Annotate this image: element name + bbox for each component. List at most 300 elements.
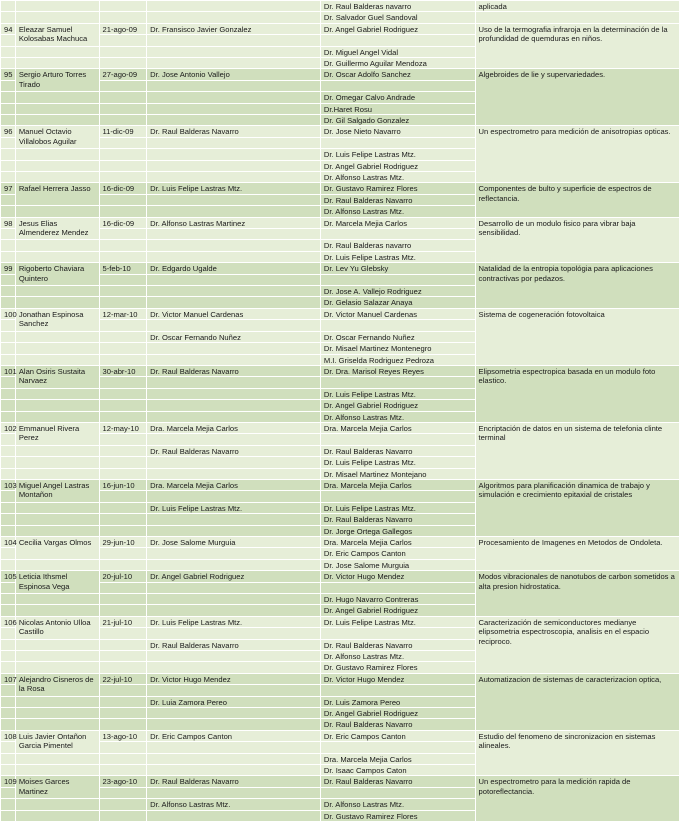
thesis-title-cell: Estudio del fenomeno de sincronizacion en sistemas alineales. [475,730,679,776]
thesis-title-cell: Desarrollo de un modulo fisico para vibrar baja sensibilidad. [475,217,679,263]
date-cell: 30-abr-10 [99,365,147,376]
advisor-cell: Dr. Alfonso Lastras Mtz. [147,799,321,810]
advisor-cell [147,742,321,753]
jury-member-cell: Dra. Marcela Mejia Carlos [320,753,475,764]
jury-member-cell: Dr. Guillermo Aguilar Mendoza [320,58,475,69]
date-cell [99,103,147,114]
entry-number-cell [1,240,16,251]
date-cell [99,753,147,764]
table-row [1,422,680,433]
date-cell: 29-jun-10 [99,536,147,547]
advisor-cell [147,468,321,479]
advisor-cell: Dr. Edgardo Ugalde [147,263,321,274]
jury-member-cell [320,628,475,639]
number-cell [1,1,16,12]
student-name-cell [15,354,99,365]
thesis-title-cell: Natalidad de la entropia topológia para aplicaciones contractivas por pedazos. [475,263,679,309]
jury-member-cell: Dr. Luis Felipe Lastras Mtz. [320,388,475,399]
entry-number-cell [1,206,16,217]
advisor-cell: Dra. Marcela Mejia Carlos [147,422,321,433]
entry-number-cell [1,559,16,570]
entry-number-cell: 109 [1,776,16,787]
student-name-cell [15,343,99,354]
advisor-cell [147,229,321,240]
jury-member-cell: Dr. Hugo Navarro Contreras [320,593,475,604]
student-name-cell [15,765,99,776]
table-row [1,571,680,582]
jury-member-cell: Dr. Gustavo Ramirez Flores [320,662,475,673]
entry-number-cell [1,628,16,639]
thesis-title-cell: Algebroides de lie y supervariedades. [475,69,679,126]
table-row [1,263,680,274]
advisor-cell [147,753,321,764]
jury-member-cell: Dr. Marcela Mejia Carlos [320,217,475,228]
entry-number-cell [1,799,16,810]
date-cell [99,172,147,183]
jury-member-cell: Dr. Raul Balderas Navarro [320,445,475,456]
jury-member-cell: Dr. Gustavo Ramirez Flores [320,810,475,821]
advisor-cell: Dr. Luia Zamora Pereo [147,696,321,707]
date-cell [99,1,147,12]
advisor-cell: Dr. Jose Salome Murguia [147,536,321,547]
student-name-cell [15,251,99,262]
jury-member-cell: Dr. Raul Balderas Navarro [320,194,475,205]
entry-number-cell: 106 [1,616,16,627]
entry-number-cell [1,605,16,616]
jury-member-cell: Dr. Raul Balderas Navarro [320,639,475,650]
entry-number-cell [1,354,16,365]
date-cell [99,46,147,57]
entry-number-cell [1,160,16,171]
student-name-cell [15,46,99,57]
jury-member-cell: Dr. Angel Gabriel Rodriguez [320,708,475,719]
jury-member-cell: Dr. Oscar Adolfo Sanchez [320,69,475,80]
jury-member-cell: Dr. Jose Salome Murguia [320,559,475,570]
date-cell [99,525,147,536]
thesis-table-body [1,1,680,822]
student-name-cell [15,149,99,160]
date-cell [99,434,147,445]
student-name-cell [15,1,99,12]
entry-number-cell: 103 [1,479,16,490]
entry-number-cell: 104 [1,536,16,547]
jury-member-cell: Dr. Alfonso Lastras Mtz. [320,206,475,217]
jury-member-cell: M.I. Griselda Rodriguez Pedroza [320,354,475,365]
jury-member-cell: Dr. Eric Campos Canton [320,730,475,741]
advisor-cell [147,548,321,559]
entry-number-cell [1,320,16,331]
table-row [1,1,680,12]
thesis-title-cell: Caracterización de semiconductores medianye elipsometria espectroscopia, analisis en el espacio reciproco. [475,616,679,673]
date-cell [99,457,147,468]
date-cell [99,354,147,365]
jury-member-cell: Dr. Raul Balderas navarro [320,1,475,12]
student-name-cell [15,696,99,707]
student-name-cell [15,708,99,719]
jury-member-cell: Dr. Raul Balderas Navarro [320,776,475,787]
date-cell [99,377,147,388]
jury-member-cell: Dr. Gelasio Salazar Anaya [320,297,475,308]
table-row [1,365,680,376]
jury-member-cell: Dr. Raul Balderas Navarro [320,719,475,730]
student-name-cell [15,799,99,810]
jury-member-cell [320,491,475,502]
student-name-cell [15,58,99,69]
thesis-title-cell: Algoritmos para planificación dinamica de trabajo y simulación e crecimiento epitaxial de cristales [475,479,679,536]
student-name-cell [15,605,99,616]
table-row [1,12,680,23]
date-cell [99,639,147,650]
date-cell [99,80,147,91]
thesis-title-cell: Componentes de bulto y superficie de espectros de reflectancia. [475,183,679,217]
student-name-cell [15,468,99,479]
advisor-cell [147,194,321,205]
entry-number-cell: 105 [1,571,16,582]
entry-number-cell: 98 [1,217,16,228]
advisor-cell [147,787,321,798]
entry-number-cell: 107 [1,673,16,684]
date-cell: 27-ago-09 [99,69,147,80]
student-name-cell: Miguel Angel Lastras Montañon [15,479,99,502]
date-cell [99,115,147,126]
advisor-cell [147,765,321,776]
date-cell [99,559,147,570]
advisor-cell [147,115,321,126]
date-cell [99,650,147,661]
jury-member-cell: Dr. Lev Yu Glebsky [320,263,475,274]
entry-number-cell [1,286,16,297]
jury-member-cell: Dr. Alfonso Lastras Mtz. [320,172,475,183]
thesis-title-cell: Uso de la termografia infraroja en la determinación de la profundidad de quemduras en niños. [475,23,679,69]
jury-member-cell: Dr. Luis Felipe Lastras Mtz. [320,149,475,160]
jury-member-cell: Dr. Luis Felipe Lastras Mtz. [320,502,475,513]
advisor-cell: Dr. Angel Gabriel Rodriguez [147,571,321,582]
student-name-cell [15,297,99,308]
advisor-cell [147,719,321,730]
entry-number-cell [1,491,16,502]
advisor-cell [147,605,321,616]
entry-number-cell: 102 [1,422,16,433]
entry-number-cell [1,434,16,445]
advisor-cell [147,92,321,103]
entry-number-cell [1,639,16,650]
entry-number-cell [1,58,16,69]
date-cell [99,343,147,354]
advisor-cell: Dr. Raul Balderas Navarro [147,639,321,650]
jury-member-cell [320,685,475,696]
advisor-cell: Dr. Luis Felipe Lastras Mtz. [147,183,321,194]
date-cell [99,160,147,171]
jury-member-cell: Dr. Omegar Calvo Andrade [320,92,475,103]
entry-number-cell: 96 [1,126,16,137]
student-name-cell [15,810,99,821]
advisor-cell [147,354,321,365]
entry-number-cell [1,388,16,399]
student-name-cell [15,92,99,103]
table-row [1,217,680,228]
student-name-cell: Moises Garces Martinez [15,776,99,799]
thesis-title-cell: Un espectrometro para la medición rapida de potoreflectancia. [475,776,679,822]
date-cell: 5-feb-10 [99,263,147,274]
advisor-cell: Dr. Raul Balderas Navarro [147,776,321,787]
advisor-cell [147,628,321,639]
jury-member-cell [320,229,475,240]
advisor-cell [147,80,321,91]
student-name-cell: Alejandro Cisneros de la Rosa [15,673,99,696]
entry-number-cell [1,514,16,525]
advisor-cell [147,411,321,422]
entry-number-cell: 94 [1,23,16,34]
table-row [1,308,680,319]
jury-member-cell [320,274,475,285]
entry-number-cell [1,548,16,559]
advisor-cell: Dr. Jose Antonio Vallejo [147,69,321,80]
entry-number-cell [1,194,16,205]
advisor-cell [147,650,321,661]
entry-number-cell [1,103,16,114]
jury-member-cell [320,742,475,753]
jury-member-cell: Dr. Dra. Marisol Reyes Reyes [320,365,475,376]
entry-number-cell [1,468,16,479]
advisor-cell: Dr. Eric Campos Canton [147,730,321,741]
table-row [1,126,680,137]
date-cell [99,708,147,719]
student-name-cell [15,115,99,126]
table-row [1,69,680,80]
jury-member-cell: Dr. Jose A. Vallejo Rodriguez [320,286,475,297]
jury-member-cell: Dr. Raul Balderas navarro [320,240,475,251]
student-name-cell: Eleazar Samuel Kolosabas Machuca [15,23,99,46]
entry-number-cell [1,593,16,604]
student-name-cell: Rigoberto Chaviara Quintero [15,263,99,286]
date-cell [99,320,147,331]
jury-member-cell: Dr. Victor Hugo Mendez [320,571,475,582]
advisor-cell: Dr. Raul Balderas Navarro [147,126,321,137]
student-name-cell [15,388,99,399]
entry-number-cell [1,137,16,148]
entry-number-cell [1,742,16,753]
advisor-cell [147,810,321,821]
date-cell [99,593,147,604]
student-name-cell: Jesus Elias Almenderez Mendez [15,217,99,240]
table-row [1,730,680,741]
date-cell: 16-dic-09 [99,183,147,194]
date-cell: 16-dic-09 [99,217,147,228]
entry-number-cell [1,502,16,513]
advisor-cell [147,240,321,251]
student-name-cell [15,514,99,525]
advisor-cell [147,582,321,593]
date-cell [99,445,147,456]
table-row [1,673,680,684]
date-cell [99,719,147,730]
jury-member-cell: Dr. Miguel Angel Vidal [320,46,475,57]
thesis-title-cell: Elipsometria espectropica basada en un modulo foto elastico. [475,365,679,422]
table-row [1,183,680,194]
jury-member-cell: Dr. Oscar Fernando Nuñez [320,331,475,342]
advisor-cell: Dr. Victor Manuel Cardenas [147,308,321,319]
date-cell [99,92,147,103]
date-cell [99,696,147,707]
entry-number-cell [1,149,16,160]
student-name-cell [15,753,99,764]
student-name-cell: Leticia Ithsmel Espinosa Vega [15,571,99,594]
table-row [1,776,680,787]
advisor-cell: Dra. Marcela Mejia Carlos [147,479,321,490]
table-row [1,616,680,627]
jury-member-cell: Dr. Victor Manuel Cardenas [320,308,475,319]
jury-member-cell: Dra. Marcela Mejia Carlos [320,422,475,433]
advisor-cell [147,46,321,57]
entry-number-cell [1,274,16,285]
advisor-cell [147,708,321,719]
jury-member-cell: Dr. Luis Zamora Pereo [320,696,475,707]
entry-number-cell [1,787,16,798]
student-name-cell [15,206,99,217]
advisor-cell [147,172,321,183]
date-cell: 22-jul-10 [99,673,147,684]
jury-member-cell: Dr. Alfonso Lastras Mtz. [320,411,475,422]
date-cell: 21-ago-09 [99,23,147,34]
jury-member-cell: Dr. Alfonso Lastras Mtz. [320,650,475,661]
student-name-cell: Rafael Herrera Jasso [15,183,99,206]
date-cell [99,514,147,525]
entry-number-cell: 99 [1,263,16,274]
jury-member-cell: Dr. Isaac Campos Caton [320,765,475,776]
advisor-cell [147,434,321,445]
jury-member-cell: Dr. Luis Felipe Lastras Mtz. [320,457,475,468]
date-cell [99,411,147,422]
date-cell [99,149,147,160]
advisor-cell [147,297,321,308]
date-cell [99,274,147,285]
entry-number-cell [1,753,16,764]
advisor-cell: Dr. Oscar Fernando Nuñez [147,331,321,342]
date-cell [99,787,147,798]
advisor-cell [147,685,321,696]
advisor-cell [147,58,321,69]
thesis-title-cell: Automatizacion de sistemas de caracterizacion optica, [475,673,679,730]
date-cell: 16-jun-10 [99,479,147,490]
jury-member-cell [320,35,475,46]
student-name-cell [15,160,99,171]
jury-member-cell: Dra. Marcela Mejia Carlos [320,479,475,490]
entry-number-cell [1,719,16,730]
entry-number-cell [1,229,16,240]
date-cell [99,206,147,217]
entry-number-cell [1,810,16,821]
advisor-cell [147,377,321,388]
jury-member-cell: Dr.Haret Rosu [320,103,475,114]
advisor-cell [147,514,321,525]
advisor-cell [147,160,321,171]
jury-member-cell: Dr. Gustavo Ramirez Flores [320,183,475,194]
jury-member-cell: Dr. Gil Salgado Gonzalez [320,115,475,126]
entry-number-cell [1,343,16,354]
entry-number-cell [1,662,16,673]
entry-number-cell [1,445,16,456]
student-name-cell [15,240,99,251]
entry-number-cell [1,80,16,91]
advisor-cell [147,274,321,285]
entry-number-cell: 97 [1,183,16,194]
date-cell [99,605,147,616]
thesis-title-cell: Encriptación de datos en un sistema de telefonia clinte terminal [475,422,679,479]
thesis-title-cell: Modos vibracionales de nanotubos de carbon sometidos a alta presion hidrostatica. [475,571,679,617]
advisor-cell [147,662,321,673]
jury-member-cell: Dr. Jose Nieto Navarro [320,126,475,137]
table-row [1,536,680,547]
student-name-cell [15,400,99,411]
student-name-cell: Nicolas Antonio Ulloa Castillo [15,616,99,639]
jury-member-cell: Dr. Angel Gabriel Rodriguez [320,23,475,34]
date-cell [99,400,147,411]
advisor-cell [147,251,321,262]
entry-number-cell [1,46,16,57]
student-name-cell [15,286,99,297]
jury-member-cell [320,377,475,388]
date-cell [99,35,147,46]
student-name-cell [15,639,99,650]
advisor-cell [147,206,321,217]
jury-member-cell [320,80,475,91]
entry-number-cell [1,696,16,707]
student-name-cell [15,172,99,183]
jury-member-cell: Dr. Angel Gabriel Rodriguez [320,160,475,171]
entry-number-cell [1,708,16,719]
date-cell [99,297,147,308]
advisor-cell [147,593,321,604]
date-cell [99,137,147,148]
entry-number-cell: 100 [1,308,16,319]
advisor-cell [147,343,321,354]
date-cell [99,502,147,513]
entry-number-cell [1,92,16,103]
student-name-cell [15,525,99,536]
thesis-title-cell [475,12,679,23]
student-name-cell: Jonathan Espinosa Sanchez [15,308,99,331]
date-cell: 20-jul-10 [99,571,147,582]
jury-member-cell: Dr. Victor Hugo Mendez [320,673,475,684]
jury-member-cell: Dr. Alfonso Lastras Mtz. [320,799,475,810]
date-cell [99,685,147,696]
student-name-cell [15,445,99,456]
advisor-cell: Dr. Victor Hugo Mendez [147,673,321,684]
advisor-cell [147,400,321,411]
jury-member-cell: Dr. Jorge Ortega Gallegos [320,525,475,536]
advisor-cell [147,12,321,23]
student-name-cell [15,103,99,114]
jury-member-cell: Dra. Marcela Mejia Carlos [320,536,475,547]
advisor-cell [147,320,321,331]
advisor-cell [147,137,321,148]
entry-number-cell [1,765,16,776]
entry-number-cell [1,400,16,411]
advisor-cell: Dr. Raul Balderas Navarro [147,365,321,376]
entry-number-cell [1,411,16,422]
advisor-cell [147,491,321,502]
entry-number-cell: 95 [1,69,16,80]
jury-member-cell [320,320,475,331]
entry-number-cell [1,172,16,183]
student-name-cell: Sergio Arturo Torres Tirado [15,69,99,92]
student-name-cell [15,457,99,468]
advisor-cell: Dr. Fransisco Javier Gonzalez [147,23,321,34]
date-cell: 11-dic-09 [99,126,147,137]
student-name-cell [15,650,99,661]
advisor-cell [147,149,321,160]
advisor-cell: Dr. Luis Felipe Lastras Mtz. [147,502,321,513]
